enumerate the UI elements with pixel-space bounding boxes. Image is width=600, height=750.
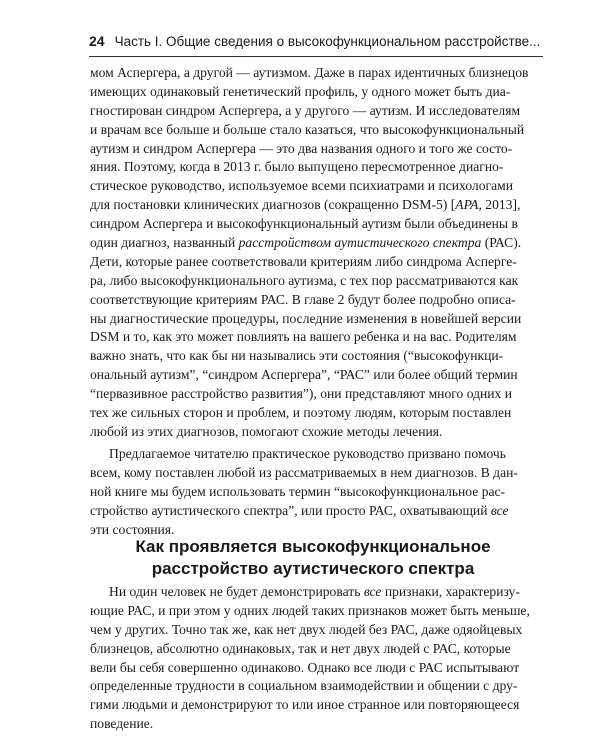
text-line: яния. Поэтому, когда в 2013 г. было выпущено пересмотренное диагно-: [90, 159, 504, 175]
text-line: и врачам все больше и больше стало казаться, что высокофункциональный: [90, 121, 525, 137]
emphasis-italic: все: [490, 502, 509, 518]
running-head: [89, 30, 541, 52]
text-line: гими людьми и демонстрируют то или иное странное или повторяющееся: [90, 697, 520, 713]
text-line: [90, 583, 536, 602]
text-line: стическое руководство, используемое всеми психиатрами и психологами: [90, 178, 513, 194]
text-line: имеющих одинаковый генетический профиль, у одного может быть диа-: [90, 83, 511, 99]
text-line: поведение.: [90, 716, 154, 732]
text-line: DSM и то, как это может повлиять на вашего ребенка и на вас. Родителям: [90, 329, 517, 345]
text-line: чем у других. Точно так же, как нет двух людей без РАС, даже одяойцевых: [90, 621, 523, 637]
text-line: ющие РАС, и при этом у одних людей таких признаков может быть меньше,: [90, 602, 530, 618]
text-line: вели бы себя совершенно одинаково. Однако все люди с РАС испытывают: [90, 659, 520, 675]
section-heading: [90, 536, 536, 580]
text-segment: Ни один человек не будет демонстрировать: [109, 584, 364, 599]
text-line: ны диагностические процедуры, последние изменения в новейшей версии: [90, 310, 522, 326]
text-line: Дети, которые ранее соответствовали критериям либо синдрома Асперге-: [90, 253, 517, 269]
header-rule: [89, 56, 543, 57]
text-line: [90, 234, 536, 253]
text-line: определенные трудности в социальном взаимодействии и общении с дру-: [90, 678, 518, 694]
text-line: Предлагаемое читателю практическое руководство призвано помочь: [109, 446, 506, 461]
text-segment: один диагноз, названный: [90, 235, 239, 251]
text-line: ональный аутизм”, “синдром Аспергера”, “РАС” или более общий термин: [90, 367, 518, 383]
term-italic: расстройством аутистического спектра: [238, 235, 482, 251]
text-segment: для постановки клинических диагнозов (сокращенно DSM-5) [: [90, 197, 456, 213]
text-line: соответствующие критериям РАС. В главе 2 будут более подробно описа-: [90, 291, 516, 307]
text-line: близнецов, абсолютно одинаковых, так и нет двух людей с РАС, которые: [90, 640, 511, 656]
heading-line: Как проявляется высокофункциональное: [135, 537, 491, 556]
text-line: важно знать, что как бы ни назывались эти состояния (“высокофункци-: [90, 348, 504, 364]
paragraph-2: [90, 445, 536, 539]
text-line: мом Аспергера, а другой — аутизмом. Даже в парах идентичных близнецов: [90, 65, 529, 80]
text-segment: признаки, характеризу-: [381, 584, 520, 599]
text-line: аутизм и синдром Аспергера — это два названия одного и того же состо-: [90, 140, 513, 156]
text-line: эти состояния.: [90, 521, 175, 537]
running-title: Часть I. Общие сведения о высокофункциональном расстройстве...: [114, 34, 541, 49]
text-line: синдром Аспергера и высокофункциональный аутизм были объединены в: [90, 216, 518, 232]
text-line: “первазивное расстройство развития”), они представляют много одних и: [90, 386, 513, 402]
text-line: [90, 502, 536, 521]
text-line: ра, либо высокофункционального аутизма, с тех пор рассматриваются как: [90, 272, 519, 288]
paragraph-3: [90, 583, 536, 734]
text-segment: , 2013],: [478, 197, 521, 213]
page-number: 24: [89, 33, 105, 49]
heading-line: расстройство аутистического спектра: [151, 559, 475, 578]
text-line: любой из этих диагнозов, помогают схожие методы лечения.: [90, 423, 443, 439]
text-segment: (РАС).: [481, 235, 522, 251]
text-segment: стройство аутистического спектра”, или просто РАС, охватывающий: [90, 502, 491, 518]
text-line: [90, 196, 536, 215]
text-line: всем, кому поставлен любой из рассматриваемых в нем диагнозов. В дан-: [90, 464, 518, 480]
text-line: ной книге мы будем использовать термин “высокофункциональное рас-: [90, 483, 506, 499]
emphasis-italic: все: [363, 584, 382, 599]
paragraph-1: [90, 64, 536, 442]
citation-italic: APA: [455, 197, 479, 213]
text-line: гностирован синдром Аспергера, а у другого — аутизм. И исследователям: [90, 102, 521, 118]
text-line: тех же сильных сторон и проблем, и поэтому людям, которым поставлен: [90, 405, 512, 421]
